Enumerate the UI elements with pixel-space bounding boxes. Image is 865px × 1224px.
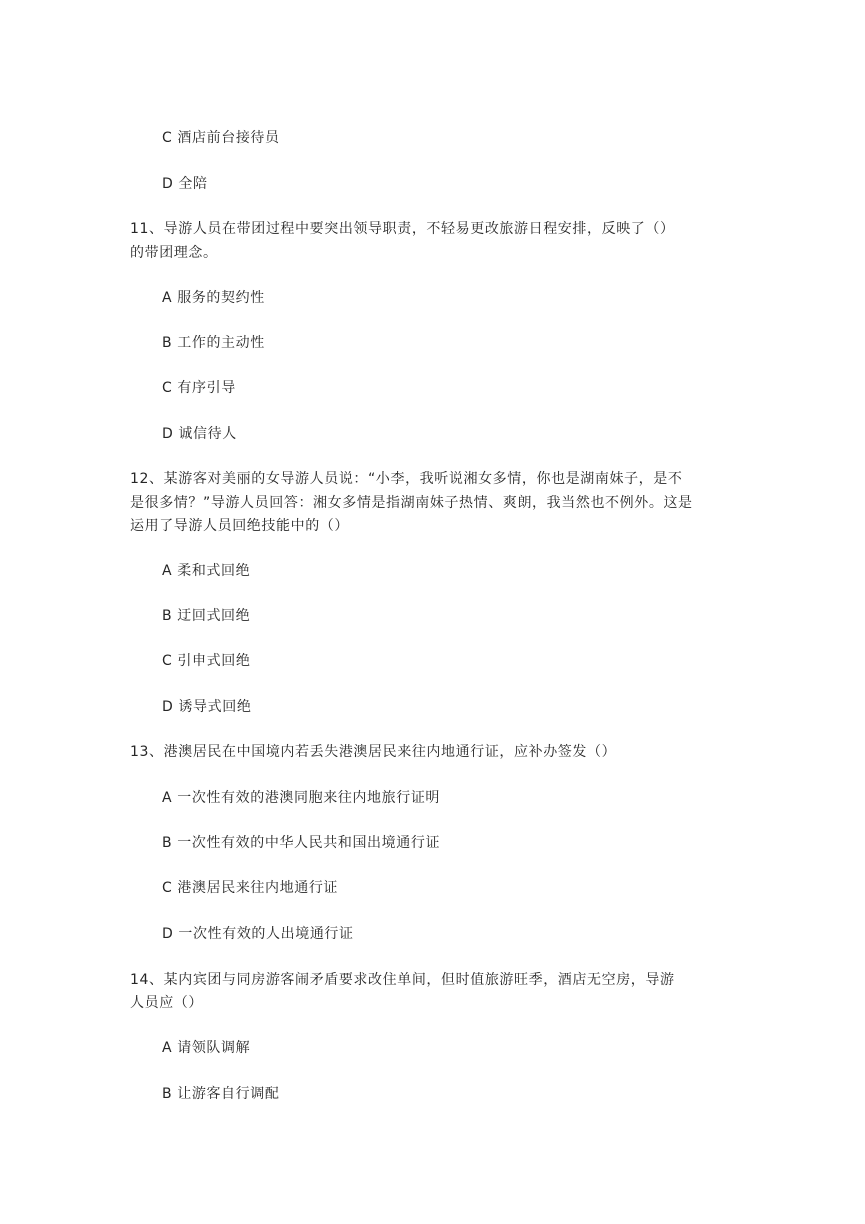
question-13-line-1: 13、港澳居民在中国境内若丢失港澳居民来往内地通行证，应补办签发（） bbox=[130, 744, 617, 760]
question-14-line-1: 14、某内宾团与同房游客闹矛盾要求改住单间，但时值旅游旺季，酒店无空房，导游 bbox=[130, 972, 675, 988]
option-b: B 工作的主动性 bbox=[162, 335, 265, 351]
question-12-line-3: 运用了导游人员回绝技能中的（） bbox=[130, 518, 349, 534]
option-a: A 请领队调解 bbox=[162, 1040, 251, 1056]
option-a: A 一次性有效的港澳同胞来往内地旅行证明 bbox=[162, 790, 441, 806]
option-b: B 让游客自行调配 bbox=[162, 1086, 280, 1102]
option-c: C 有序引导 bbox=[162, 380, 236, 396]
option-d: D 一次性有效的人出境通行证 bbox=[162, 926, 354, 942]
option-d: D 全陪 bbox=[162, 176, 208, 192]
option-d: D 诱导式回绝 bbox=[162, 699, 252, 715]
question-12-line-1: 12、某游客对美丽的女导游人员说：“小李，我听说湘女多情，你也是湖南妹子，是不 bbox=[130, 471, 683, 487]
option-a: A 柔和式回绝 bbox=[162, 563, 251, 579]
option-c: C 引申式回绝 bbox=[162, 653, 251, 669]
option-c: C 酒店前台接待员 bbox=[162, 130, 280, 146]
option-d: D 诚信待人 bbox=[162, 426, 237, 442]
question-11-line-2: 的带团理念。 bbox=[130, 245, 218, 261]
question-12-line-2: 是很多情？”导游人员回答：湘女多情是指湖南妹子热情、爽朗，我当然也不例外。这是 bbox=[130, 495, 693, 511]
option-b: B 迂回式回绝 bbox=[162, 608, 251, 624]
option-b: B 一次性有效的中华人民共和国出境通行证 bbox=[162, 835, 441, 851]
question-11-line-1: 11、导游人员在带团过程中要突出领导职责，不轻易更改旅游日程安排，反映了（） bbox=[130, 221, 675, 237]
option-a: A 服务的契约性 bbox=[162, 290, 265, 306]
option-c: C 港澳居民来往内地通行证 bbox=[162, 880, 339, 896]
question-14-line-2: 人员应（） bbox=[130, 995, 203, 1011]
